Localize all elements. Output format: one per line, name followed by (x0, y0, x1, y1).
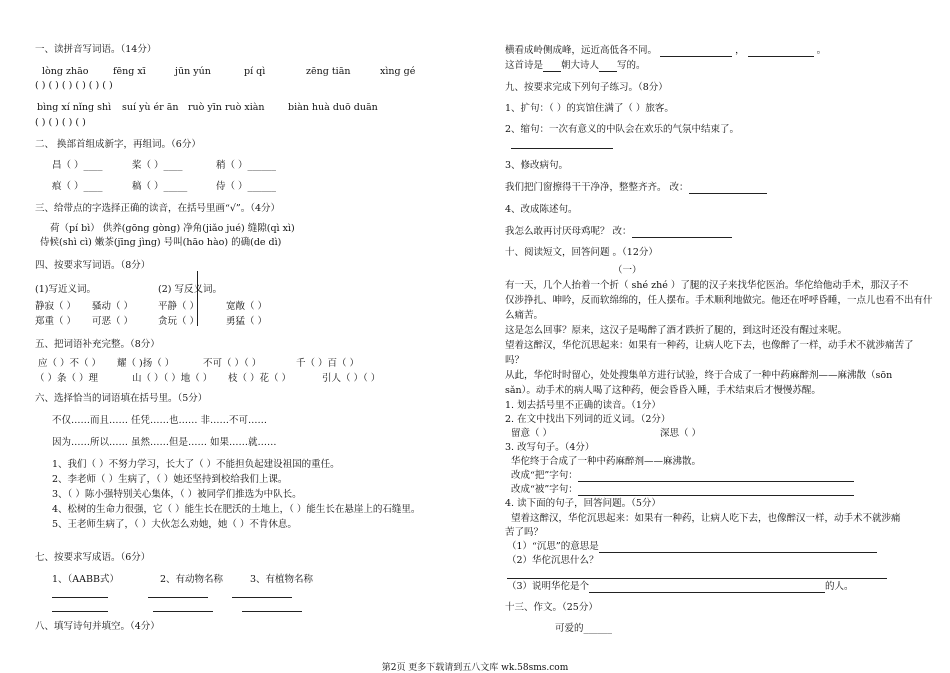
q10-p4-a: 从此，华佗时时留心，处处搜集单方进行试验，终于合成了一种中药麻醉剂——麻沸散（sōn (505, 370, 893, 381)
q6-item-1[interactable]: 1、我们（ ）不努力学习，长大了（ ）不能担负起建设祖国的重任。 (52, 459, 340, 470)
q1-pinyin-3: jūn yún (175, 66, 211, 77)
q1-pinyin-10: biàn huà duō duān (288, 102, 378, 113)
q5-item-5[interactable]: （ ）条（ ）理 (35, 373, 99, 384)
q4-sub-synonym: (1)写近义词。 (35, 284, 96, 295)
q10-sub-4: 4. 读下面的句子，回答问题。（5分） (505, 498, 661, 509)
q4-sub-antonym: (2) 写反义词。 (158, 284, 222, 295)
q9-fix-title: 3、修改病句。 (505, 160, 569, 171)
q10-sub-4-3-blank[interactable] (589, 582, 825, 593)
q3-title: 三、给带点的字选择正确的读音，在括号里画“√”。（4分） (35, 203, 281, 214)
q1-pinyin-1: lòng zhāo (42, 66, 89, 77)
q5-item-4[interactable]: 千（ ）百（ ） (296, 358, 360, 369)
poem-line-2 (505, 60, 646, 72)
q5-item-6[interactable]: 山（ ）（ ）地（ ） (132, 373, 213, 384)
q5-item-2[interactable]: 耀（ )扬（ ） (117, 358, 175, 369)
poem-poet-blank[interactable] (599, 61, 617, 72)
q3-row-1[interactable]: 荷（pí bì） 供养(gōng gòng) 净角(jiǎo jué) 缝隙(qì xì) (50, 223, 295, 234)
q10-ba-blank[interactable] (578, 471, 854, 482)
q10-title: 十、阅读短文，回答问题 。（12分） (505, 247, 658, 258)
q4-item-1[interactable]: 静寂（ ） (35, 301, 77, 312)
poem-blank-1[interactable] (660, 46, 732, 57)
poem-line-1: 横看成岭侧成峰，远近高低各不同。 ， 。 (505, 45, 827, 56)
q10-p2: 这是怎么回事？原来，这汉子是喝醉了酒才跌折了腿的，到这时还没有醒过来呢。 (505, 325, 848, 336)
q10-sub-3: 3. 改写句子。（4分） (505, 442, 595, 453)
q10-sub-4-1-label: （1）“沉思”的意思是 (507, 541, 599, 552)
page-footer: 第2页 更多下载请到五八文库 wk.58sms.com (381, 663, 569, 673)
q6-item-2[interactable]: 2、李老师（ ）生病了，（ ）她还坚持到校给我们上课。 (52, 474, 288, 485)
q7-label-3: 3、有植物名称 (250, 574, 314, 585)
q4-item-5[interactable]: 郑重（ ） (35, 316, 77, 327)
q1-pinyin-2: fēng xī (113, 66, 146, 77)
q7-blank-2[interactable] (148, 586, 208, 598)
q1-pinyin-9: ruò yīn ruò xiàn (188, 102, 265, 113)
q10-sub-4-3-label: （3）说明华佗是个 (507, 581, 590, 592)
q2-item-1[interactable]: 昌（ ）____ (52, 160, 103, 171)
q4-title: 四、按要求写词语。（8分） (35, 260, 151, 271)
q6-item-4[interactable]: 4、松树的生命力很强，它（ ）能生长在肥沃的土地上，（ ）能生长在悬崖上的石缝里。 (52, 504, 421, 515)
q9-shorten: 2、缩句：一次有意义的中队会在欢乐的气氛中结束了。 (505, 124, 740, 135)
q9-statement-line[interactable] (505, 226, 732, 238)
q1-answer-row-2[interactable]: ( ) ( ) ( ) ( ) (35, 117, 86, 128)
q4-item-7[interactable]: 贪玩（ ） (158, 316, 200, 327)
q6-options-1: 不仅……而且…… 任凭……也…… 非……不可…… (52, 415, 268, 426)
q10-bei-blank[interactable] (578, 485, 854, 496)
q5-item-1[interactable]: 应（ ）不（ ） (38, 358, 102, 369)
q10-p4-b: sǎn）。动手术的病人喝了这种药，便会昏昏入睡，手术结束后才慢慢苏醒。 (505, 385, 821, 396)
q7-blank-1[interactable] (52, 586, 108, 598)
q9-fix-line[interactable] (505, 182, 767, 194)
q7-blank-4[interactable] (52, 600, 108, 612)
q10-sub-4-1-line[interactable] (507, 541, 877, 553)
q6-options-2: 因为……所以…… 虽然……但是…… 如果……就…… (52, 437, 277, 448)
q1-pinyin-5: zēng tiān (306, 66, 351, 77)
q9-shorten-blank[interactable] (511, 137, 613, 149)
q2-item-6[interactable]: 侍（ ）______ (216, 181, 277, 192)
q3-row-2[interactable]: 侍候(shì cì) 嫩茶(jīng jìng) 号叫(hāo hào) 的确(de dì) (40, 237, 282, 248)
q10-sub-1: 1. 划去括号里不正确的读音。（1分） (505, 400, 661, 411)
q1-pinyin-6: xìng gé (380, 66, 416, 77)
poem-author-suffix: 写的。 (617, 60, 646, 71)
q10-sub-4-text-a: 望着这醉汉，华佗沉思起来：如果有一种药，让病人吃下去，也像醉汉一样，动手术不就涉痛 (511, 513, 901, 524)
q10-p1-a: 有一天，几个人抬着一个折（ shé zhé ）了腿的汉子来找华佗医治。华佗给他动手术，那汉子不 (505, 280, 909, 291)
q1-answer-row-1[interactable]: ( ) ( ) ( ) ( ) ( ) ( ) (35, 80, 113, 91)
q10-sub-3-text: 华佗终于合成了一种中药麻醉剂——麻沸散。 (511, 456, 702, 467)
q6-item-5[interactable]: 5、王老师生病了，（ ）大伙怎么劝她，她（ ）不肯休息。 (52, 519, 297, 530)
right-column (475, 0, 950, 672)
q10-p1-b: 仅涉挣扎、呻吟，反而软绵绵的，任人摆布。手术顺利地做完。他还在呼呼昏睡，一点儿也看不出有什 (505, 295, 933, 306)
q10-sub-4-3-end: 的人。 (825, 581, 854, 592)
q2-title: 二、 换部首组成新字，再组词。（6分） (35, 139, 201, 150)
q4-item-2[interactable]: 骚动（ ） (92, 301, 134, 312)
q10-ba-label: 改成“把”字句： (511, 470, 578, 481)
q8-title: 八、填写诗句并填空。（4分） (35, 621, 160, 632)
q10-sub-4-text-b: 苦了吗？ (505, 527, 544, 538)
q7-blank-6[interactable] (242, 600, 302, 612)
poem-dynasty-blank[interactable] (543, 61, 561, 72)
q10-sub-4-2: （2）华佗沉思什么？ (507, 555, 599, 566)
q10-synonym-1[interactable]: 留意（ ） (511, 428, 553, 439)
q9-fix-blank[interactable] (689, 183, 767, 194)
q9-fix-text: 我们把门窗擦得干干净净，整整齐齐。 改： (505, 182, 689, 193)
q5-item-8[interactable]: 引人（ ）（ ） (322, 373, 381, 384)
q10-sub-4-2-blank[interactable] (507, 567, 887, 579)
q4-item-8[interactable]: 勇猛（ ） (226, 316, 268, 327)
q10-bei-label: 改成“被”字句： (511, 484, 578, 495)
q9-statement-title: 4、改成陈述句。 (505, 204, 578, 215)
q13-title: 十三、作文。（25分） (505, 602, 598, 613)
q4-item-6[interactable]: 可恶（ ） (92, 316, 134, 327)
q10-bei-line[interactable] (511, 484, 854, 496)
q6-title: 六、选择恰当的词语填在括号里。（5分） (35, 393, 208, 404)
q7-label-2: 2、有动物名称 (160, 574, 224, 585)
poem-author-mid: 朝大诗人 (561, 60, 600, 71)
q7-label-1: 1、（AABB式） (52, 574, 119, 585)
q10-sub-4-1-blank[interactable] (599, 542, 877, 553)
q9-expand[interactable]: 1、扩句：（ ）的宾馆住满了（ ）旅客。 (505, 103, 674, 114)
q1-pinyin-7: bìng xí nǐng shì (37, 102, 112, 113)
poem-text: 横看成岭侧成峰，远近高低各不同。 (505, 45, 658, 56)
q2-item-4[interactable]: 痕（ ）____ (52, 181, 103, 192)
left-column (0, 0, 475, 672)
q5-item-3[interactable]: 不可（ ）（ ） (203, 358, 262, 369)
q10-p3-b: 吗？ (505, 355, 525, 366)
q2-item-2[interactable]: 桨（ ）____ (132, 160, 183, 171)
q5-item-7[interactable]: 枝（ ）花（ ） (228, 373, 292, 384)
q10-p3-a: 望着这醉汉，华佗沉思起来：如果有一种药，让病人吃下去，也像醉了一样，动手术不就涉痛苦了 (505, 340, 914, 351)
q4-item-4[interactable]: 宽敞（ ） (226, 301, 268, 312)
q1-title: 一、读拼音写词语。（14分） (35, 44, 157, 55)
q10-p1-c: 么痛苦。 (505, 310, 544, 321)
q7-blank-5[interactable] (153, 600, 213, 612)
q7-blank-3[interactable] (232, 586, 292, 598)
q9-title: 九、按要求完成下列句子练习。（8分） (505, 82, 668, 93)
q1-pinyin-4: pí qì (244, 66, 266, 77)
q13-prompt: 可爱的______ (555, 623, 613, 634)
poem-author-prefix: 这首诗是 (505, 60, 544, 71)
q1-pinyin-8: suí yù ér ān (122, 102, 179, 113)
q9-statement-text: 我怎么敢再讨厌母鸡呢？ 改： (505, 226, 632, 237)
q10-sub-4-3-line[interactable] (507, 581, 854, 593)
q2-item-5[interactable]: 稿（ ）_____ (132, 181, 188, 192)
q10-passage-heading: （一） (613, 265, 642, 276)
q10-synonym-2[interactable]: 深思（ ） (660, 428, 702, 439)
q4-item-3[interactable]: 平静（ ） (158, 301, 200, 312)
q2-item-3[interactable]: 稍（ ）______ (216, 160, 277, 171)
q10-sub-2: 2. 在文中找出下列词的近义词。（2分） (505, 414, 671, 425)
q5-title: 五、把词语补充完整。（8分） (35, 339, 160, 350)
q9-statement-blank[interactable] (632, 227, 732, 238)
q10-ba-line[interactable] (511, 470, 854, 482)
q6-item-3[interactable]: 3、（ ）陈小强特别关心集体，（ ）被同学们推选为中队长。 (52, 489, 302, 500)
poem-blank-2[interactable] (748, 46, 814, 57)
q7-title: 七、按要求写成语。（6分） (35, 552, 151, 563)
